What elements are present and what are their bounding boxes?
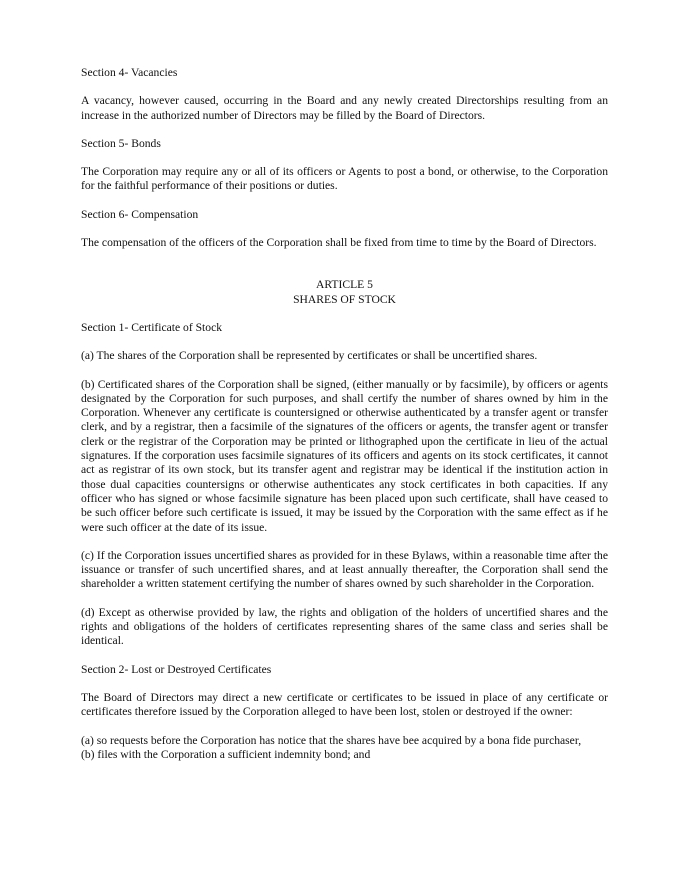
section-2-body: The Board of Directors may direct a new certificate or certificates to be issued in place of any certificate or certificates therefore issued by the Corporation alleged to have been lost, stolen or destroyed if the owner: — [81, 690, 608, 719]
section-1-para-c: (c) If the Corporation issues uncertified shares as provided for in these Bylaws, within a reasonable time after the issuance or transfer of such uncertified shares, and at least annually thereafter, the Corporation shall send the shareholder a written statement certifying the number of shares owned by such shareholder in the Corporation. — [81, 548, 608, 591]
section-5-heading: Section 5- Bonds — [81, 136, 161, 150]
section-1-para-a: (a) The shares of the Corporation shall be represented by certificates or shall be uncertified shares. — [81, 349, 538, 363]
section-2-item-b: (b) files with the Corporation a sufficient indemnity bond; and — [81, 747, 371, 761]
article-title: SHARES OF STOCK — [293, 292, 396, 306]
article-number: ARTICLE 5 — [316, 278, 373, 292]
section-1-heading: Section 1- Certificate of Stock — [81, 320, 223, 334]
section-1-para-d: (d) Except as otherwise provided by law, the rights and obligation of the holders of uncertified shares and the rights and obligations of the holders of certificates representing shares of the same class and series shall be identical. — [81, 605, 608, 648]
section-4-body: A vacancy, however caused, occurring in the Board and any newly created Directorships resulting from an increase in the authorized number of Directors may be filled by the Board of Directors. — [81, 94, 608, 122]
section-6-heading: Section 6- Compensation — [81, 207, 199, 221]
document-page — [81, 66, 608, 762]
section-1-para-b: (b) Certificated shares of the Corporation shall be signed, (either manually or by facsimile), by officers or agents designated by the Corporation for such purposes, and shall certify the number of shares owned by him in the Corporation. Whenever any certificate is countersigned or otherwise authenticated by a transfer agent or transfer clerk, and by a registrar, then a facsimile of the signatures of the officers or agents, the transfer agent or transfer clerk or the registrar of the Corporation may be printed or lithographed upon the certificate in lieu of the actual signatures. If the corporation uses facsimile signatures of its officers and agents on its stock certificates, it cannot act as registrar of its own stock, but its transfer agent and registrar may be identical if the institution action in those dual capacities countersigns or otherwise authenticates any stock certificates in both capacities. If any officer who has signed or whose facsimile signature has been placed upon such certificate, shall have ceased to be such officer before such certificate is issued, it may be issued by the Corporation with the same effect as if he were such officer at the date of its issue. — [81, 377, 608, 534]
section-5-body: The Corporation may require any or all of its officers or Agents to post a bond, or otherwise, to the Corporation for the faithful performance of their positions or duties. — [81, 165, 608, 193]
section-2-heading: Section 2- Lost or Destroyed Certificates — [81, 662, 272, 676]
section-4-heading: Section 4- Vacancies — [81, 66, 178, 79]
section-6-body: The compensation of the officers of the Corporation shall be fixed from time to time by the Board of Directors. — [81, 236, 597, 250]
article-heading — [81, 278, 608, 307]
section-2-item-a: (a) so requests before the Corporation has notice that the shares have bee acquired by a bona fide purchaser, — [81, 733, 582, 747]
